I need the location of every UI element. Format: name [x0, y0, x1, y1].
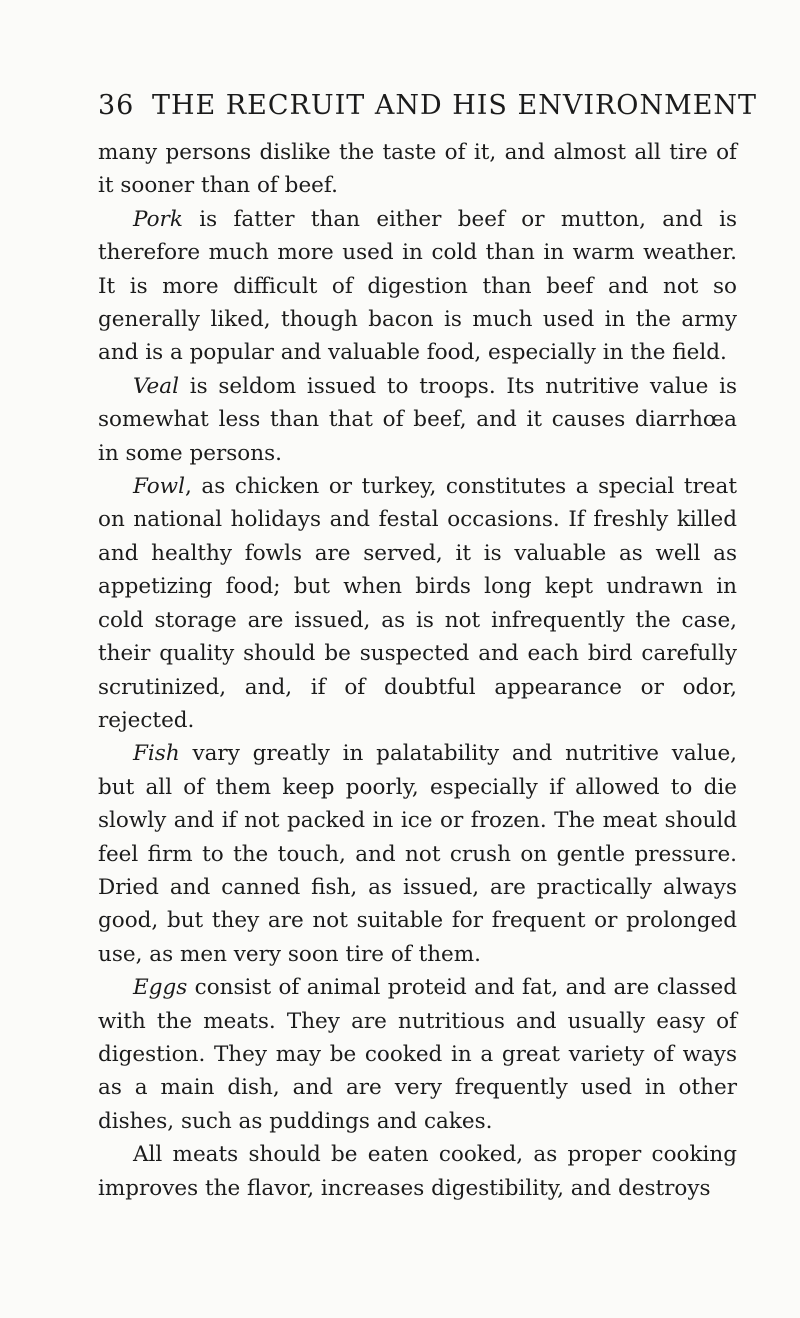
running-header [98, 88, 758, 124]
page-number: 36 [98, 90, 135, 121]
page-body-text [98, 136, 737, 1205]
paragraph-text: is fatter than either beef or mutton, and is therefore much more used in cold than in warm weather. It is more difficult of digestion than beef and not so generally liked, though bacon is much used in the army and is a popular and valuable food, especially in the field. [98, 206, 737, 366]
running-title: THE RECRUIT AND HIS ENVIRONMENT [151, 90, 758, 121]
paragraph-term: Pork [133, 206, 183, 232]
paragraph-text: , as chicken or turkey, constitutes a special treat on national holidays and festal occasions. If freshly killed and healthy fowls are served, it is valuable as well as appetizing food; but when birds long kept undrawn in cold storage are issued, as is not infrequently the case, their quality should be suspected and each bird carefully scrutinized, and, if of doubtful appearance or odor, rejected. [98, 474, 737, 733]
paragraph-text: is seldom issued to troops. Its nutritive value is somewhat less than that of beef, and it causes diarrhœa in some persons. [98, 373, 737, 466]
paragraph-term: Fish [133, 741, 180, 767]
paragraph-term: Fowl [133, 474, 185, 500]
paragraph-term: Eggs [133, 975, 188, 1001]
paragraph-eggs [98, 971, 737, 1138]
paragraph-text: consist of animal proteid and fat, and are classed with the meats. They are nutritious and usually easy of digestion. They may be cooked in a great variety of ways as a main dish, and are very frequently used in other dishes, such as puddings and cakes. [98, 975, 737, 1134]
paragraph-text: All meats should be eaten cooked, as proper cooking improves the flavor, increases digestibility, and destroys [98, 1142, 737, 1201]
paragraph-text: many persons dislike the taste of it, and almost all tire of it sooner than of beef. [98, 140, 737, 199]
paragraph-pork [98, 203, 737, 370]
paragraph-veal [98, 370, 737, 470]
paragraph-cooking [98, 1138, 737, 1205]
paragraph-fish [98, 737, 737, 971]
paragraph-term: Veal [133, 373, 179, 399]
paragraph-text: vary greatly in palatability and nutritive value, but all of them keep poorly, especially if allowed to die slowly and if not packed in ice or frozen. The meat should feel firm to the touch, and not crush on gentle pressure. Dried and canned fish, as issued, are practically always good, but they are not suitable for frequent or prolonged use, as men very soon tire of them. [98, 741, 737, 967]
paragraph-continuation [98, 136, 737, 203]
paragraph-fowl [98, 470, 737, 737]
